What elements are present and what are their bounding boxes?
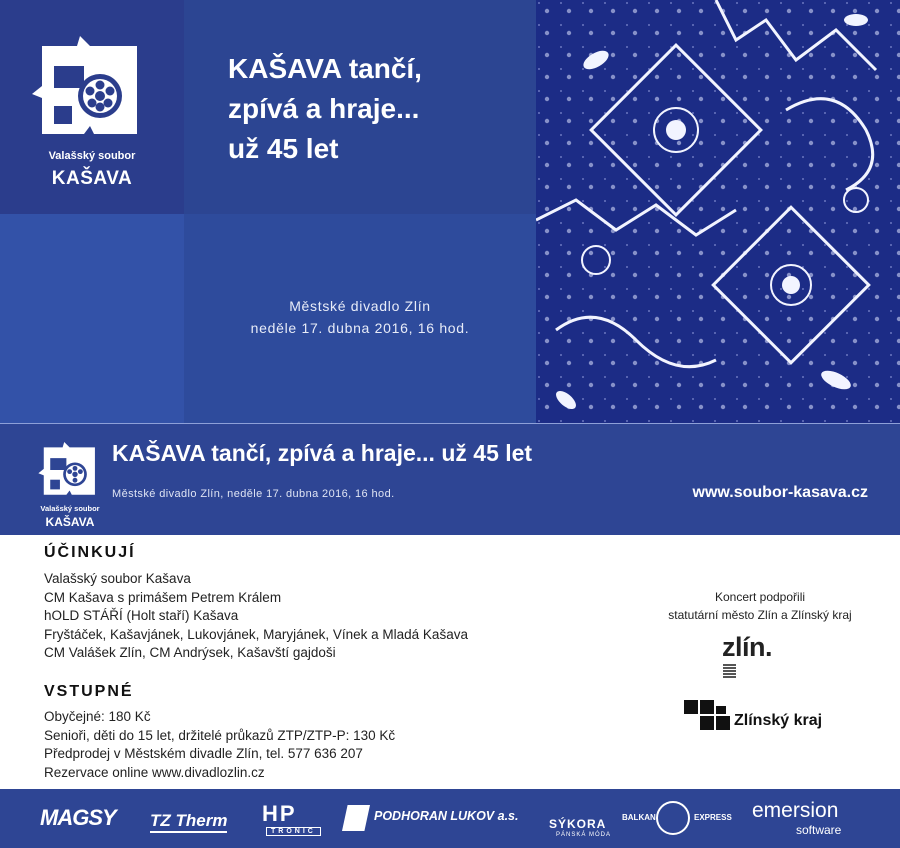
sponsor-sykora-logo: SÝKORA xyxy=(549,817,607,831)
list-item: Obyčejné: 180 Kč xyxy=(44,709,151,724)
sponsor-balkan-logo: BALKAN xyxy=(622,813,656,822)
venue-line: Městské divadlo Zlín xyxy=(289,298,431,314)
hero-title-block xyxy=(184,0,536,214)
sponsor-tztherm-logo: TZ Therm xyxy=(150,811,227,833)
decor-block xyxy=(0,214,184,423)
sponsor-hp-logo: HP xyxy=(262,801,297,826)
zlin-region-squares-icon xyxy=(684,700,730,730)
banner-logo-name: KAŠAVA xyxy=(45,515,95,529)
banner-logo-subtitle: Valašský soubor xyxy=(40,504,100,513)
sponsor-balkan-emblem-icon xyxy=(656,801,690,835)
sponsor-magsy-logo: MAGSY xyxy=(40,805,116,830)
banner-subtitle: Městské divadlo Zlín, neděle 17. dubna 2016, 16 hod. xyxy=(112,488,395,500)
zlin-stripes-icon xyxy=(723,664,736,678)
sponsor-emersion-logo: emersion xyxy=(752,799,839,822)
list-item: Senioři, děti do 15 let, držitelé průkazů ZTP/ZTP-P: 130 Kč xyxy=(44,727,396,743)
sponsor-express-logo: EXPRESS xyxy=(694,813,732,822)
zlin-region-logo-text: Zlínský kraj xyxy=(734,712,823,729)
performers-heading: ÚČINKUJÍ xyxy=(44,544,136,561)
date-line: neděle 17. dubna 2016, 16 hod. xyxy=(250,320,470,336)
reservation-link[interactable]: Rezervace online www.divadlozlin.cz xyxy=(44,764,265,780)
support-note xyxy=(620,588,900,624)
zlin-region-logo xyxy=(684,700,823,735)
list-item: CM Kašava s primášem Petrem Králem xyxy=(44,589,282,605)
banner-title: KAŠAVA tančí, zpívá a hraje... už 45 let xyxy=(112,440,533,466)
sponsor-hp-tronic-label: TRONIC xyxy=(266,827,321,836)
hero-title-line: už 45 let xyxy=(228,133,339,164)
zlin-logo-text: zlín. xyxy=(722,632,772,662)
list-item: Fryštáček, Kašavjánek, Lukovjánek, Maryjánek, Vínek a Mladá Kašava xyxy=(44,626,468,642)
sponsor-emersion-tagline: software xyxy=(796,823,842,837)
support-line: statutární město Zlín a Zlínský kraj xyxy=(668,608,852,622)
website-link[interactable]: www.soubor-kasava.cz xyxy=(692,484,868,501)
kasava-logo-small-icon xyxy=(38,442,98,498)
bandana-pattern xyxy=(536,0,900,423)
admission-heading: VSTUPNÉ xyxy=(44,683,134,700)
sponsor-podhoran-logo: PODHORAN LUKOV a.s. xyxy=(374,809,519,823)
logo-name: KAŠAVA xyxy=(51,168,133,189)
hero-title-line: KAŠAVA tančí, xyxy=(228,53,422,84)
kasava-logo-icon xyxy=(32,36,142,140)
admission-list xyxy=(44,708,395,782)
logo-block xyxy=(0,0,184,214)
sponsor-sykora-tagline: PÁNSKÁ MÓDA xyxy=(556,832,612,838)
sponsors-bar xyxy=(0,789,900,848)
logo-subtitle: Valašský soubor xyxy=(48,150,136,162)
performers-list xyxy=(44,570,468,663)
list-item: CM Valášek Zlín, CM Andrýsek, Kašavští gajdoši xyxy=(44,645,336,660)
hero-venue-block xyxy=(184,214,536,423)
list-item: Předprodej v Městském divadle Zlín, tel. 577 636 207 xyxy=(44,746,363,761)
support-line: Koncert podpořili xyxy=(714,590,806,604)
fabric-pattern-image xyxy=(536,0,900,423)
hero-title-line: zpívá a hraje... xyxy=(228,93,420,124)
list-item: hOLD STÁŘÍ (Holt staří) Kašava xyxy=(44,608,239,623)
list-item: Valašský soubor Kašava xyxy=(44,571,191,586)
event-banner xyxy=(0,423,900,535)
sponsor-podhoran-icon xyxy=(342,805,370,831)
zlin-city-logo xyxy=(722,632,772,663)
